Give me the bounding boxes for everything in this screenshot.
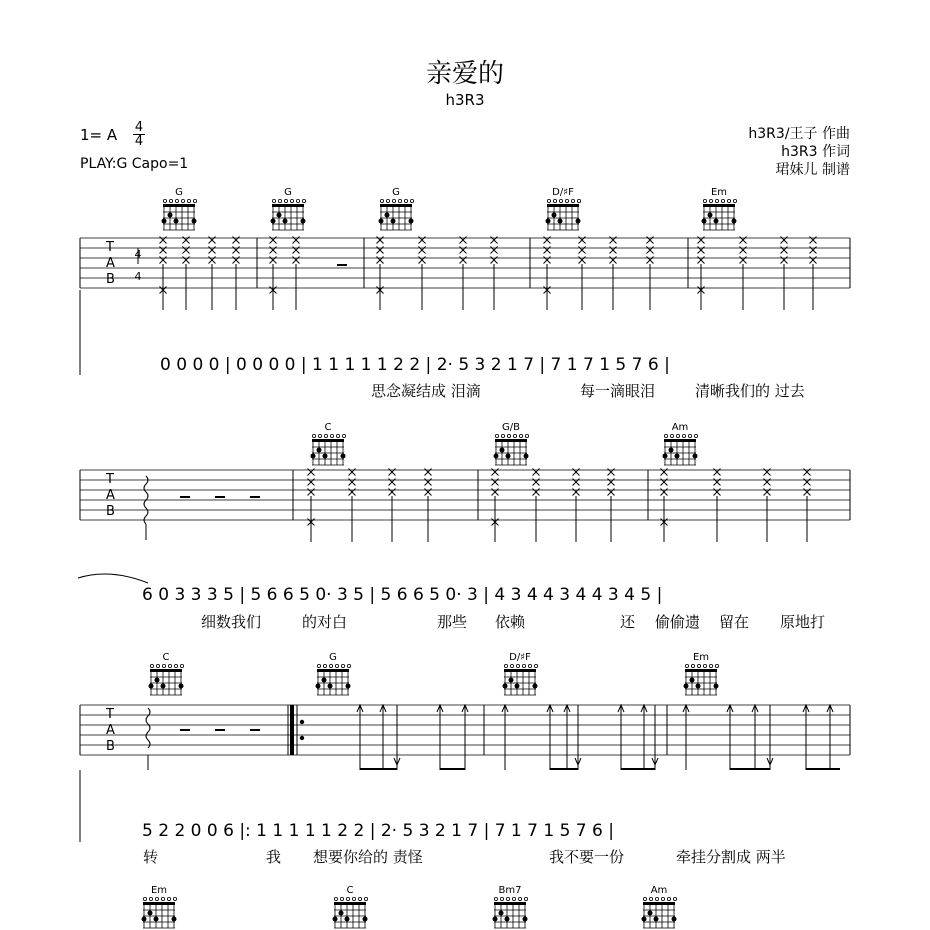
open-string-marker	[330, 434, 333, 437]
finger-dot	[179, 684, 184, 689]
finger-dot	[642, 917, 647, 922]
lyric-line: 的对白	[302, 613, 348, 631]
chord-name: C	[324, 422, 332, 433]
chord-name: G/B	[502, 422, 520, 433]
tab-clef-letter: A	[106, 723, 115, 738]
finger-dot	[696, 684, 701, 689]
finger-dot	[391, 219, 396, 224]
open-string-marker	[149, 897, 152, 900]
finger-dot	[663, 454, 668, 459]
finger-dot	[693, 454, 698, 459]
chord-nut	[703, 204, 735, 207]
open-string-marker	[727, 199, 730, 202]
open-string-marker	[715, 199, 718, 202]
chord-nut	[504, 669, 536, 672]
chord-nut	[150, 669, 182, 672]
open-string-marker	[346, 897, 349, 900]
repeat-dot	[300, 720, 304, 724]
lyric-line: 牵挂分割成 两半	[676, 848, 786, 866]
open-string-marker	[272, 199, 275, 202]
open-string-marker	[302, 199, 305, 202]
open-string-marker	[697, 664, 700, 667]
finger-dot	[558, 219, 563, 224]
finger-dot	[654, 917, 659, 922]
open-string-marker	[510, 664, 513, 667]
lyric-line: 留在	[719, 613, 750, 631]
finger-dot	[283, 219, 288, 224]
open-string-marker	[553, 199, 556, 202]
chord-nut	[272, 204, 304, 207]
beam	[550, 768, 578, 770]
chord-diagram	[642, 885, 677, 928]
tab-clef-letter: T	[106, 707, 114, 722]
chord-nut	[547, 204, 579, 207]
lyric-line: 细数我们	[201, 613, 262, 631]
chord-diagram	[316, 652, 351, 695]
open-string-marker	[187, 199, 190, 202]
chord-name: Am	[671, 422, 689, 433]
open-string-marker	[649, 897, 652, 900]
open-string-marker	[565, 199, 568, 202]
open-string-marker	[664, 434, 667, 437]
open-string-marker	[685, 664, 688, 667]
finger-dot	[328, 684, 333, 689]
finger-dot	[322, 678, 327, 683]
open-string-marker	[167, 897, 170, 900]
finger-dot	[546, 219, 551, 224]
finger-dot	[708, 213, 713, 218]
chord-nut	[143, 902, 175, 905]
beam	[440, 768, 465, 770]
open-string-marker	[392, 199, 395, 202]
open-string-marker	[500, 897, 503, 900]
finger-dot	[672, 917, 677, 922]
chord-name: G	[175, 187, 183, 198]
lyric-line: 转	[143, 848, 159, 866]
chord-diagram	[379, 187, 414, 230]
open-string-marker	[398, 199, 401, 202]
open-string-marker	[547, 199, 550, 202]
chord-diagram	[494, 422, 529, 465]
open-string-marker	[347, 664, 350, 667]
finger-dot	[552, 213, 557, 218]
finger-dot	[500, 448, 505, 453]
open-string-marker	[163, 199, 166, 202]
tab-clef-letter: A	[106, 488, 115, 503]
lyric-line: 每一滴眼泪	[580, 382, 656, 400]
open-string-marker	[342, 434, 345, 437]
open-string-marker	[324, 434, 327, 437]
chord-nut	[334, 902, 366, 905]
open-string-marker	[688, 434, 691, 437]
rest	[337, 264, 347, 266]
lyric-line: 还	[620, 613, 636, 631]
finger-dot	[684, 684, 689, 689]
finger-dot	[317, 448, 322, 453]
open-string-marker	[703, 199, 706, 202]
open-string-marker	[312, 434, 315, 437]
beam	[806, 768, 840, 770]
lyric-line: 那些	[437, 613, 468, 631]
rest	[250, 729, 260, 731]
chord-name: G	[329, 652, 337, 663]
open-string-marker	[278, 199, 281, 202]
chord-diagram	[663, 422, 698, 465]
finger-dot	[576, 219, 581, 224]
open-string-marker	[161, 897, 164, 900]
chord-nut	[685, 669, 717, 672]
chord-name: G	[284, 187, 292, 198]
chord-name: Am	[650, 885, 668, 896]
chord-diagram	[149, 652, 184, 695]
time-signature: 4 4	[134, 120, 144, 149]
open-string-marker	[168, 664, 171, 667]
finger-dot	[503, 684, 508, 689]
open-string-marker	[559, 199, 562, 202]
open-string-marker	[380, 199, 383, 202]
chord-nut	[317, 669, 349, 672]
lyric-line: 偷偷遗	[655, 613, 701, 631]
open-string-marker	[673, 897, 676, 900]
tab-clef-letter: T	[106, 472, 114, 487]
finger-dot	[409, 219, 414, 224]
finger-dot	[505, 917, 510, 922]
open-string-marker	[143, 897, 146, 900]
tab-clef-letter: B	[106, 272, 115, 287]
finger-dot	[149, 684, 154, 689]
rest	[180, 496, 190, 498]
chord-diagram	[142, 885, 177, 928]
open-string-marker	[180, 664, 183, 667]
open-string-marker	[386, 199, 389, 202]
finger-dot	[271, 219, 276, 224]
finger-dot	[155, 678, 160, 683]
open-string-marker	[364, 897, 367, 900]
tab-clef-letter: B	[106, 739, 115, 754]
chord-nut	[664, 439, 696, 442]
rasgueado-wave	[146, 708, 150, 748]
chord-nut	[643, 902, 675, 905]
open-string-marker	[522, 664, 525, 667]
beam	[730, 768, 770, 770]
chord-name: Em	[692, 652, 710, 663]
open-string-marker	[733, 199, 736, 202]
open-string-marker	[703, 664, 706, 667]
chord-nut	[495, 439, 527, 442]
finger-dot	[277, 213, 282, 218]
lyric-line: 原地打	[780, 613, 826, 631]
open-string-marker	[404, 199, 407, 202]
finger-dot	[714, 684, 719, 689]
finger-dot	[499, 911, 504, 916]
finger-dot	[515, 684, 520, 689]
finger-dot	[301, 219, 306, 224]
tab-staff	[78, 469, 850, 584]
lyric-line: 依赖	[495, 613, 526, 631]
finger-dot	[385, 213, 390, 218]
open-string-marker	[577, 199, 580, 202]
rest	[215, 729, 225, 731]
open-string-marker	[518, 897, 521, 900]
finger-dot	[702, 219, 707, 224]
open-string-marker	[715, 664, 718, 667]
open-string-marker	[528, 664, 531, 667]
open-string-marker	[524, 897, 527, 900]
open-string-marker	[709, 664, 712, 667]
finger-dot	[316, 684, 321, 689]
finger-dot	[172, 917, 177, 922]
chord-diagram	[684, 652, 719, 695]
finger-dot	[363, 917, 368, 922]
open-string-marker	[181, 199, 184, 202]
lyric-line: 思念凝结成 泪滴	[371, 382, 481, 400]
open-string-marker	[519, 434, 522, 437]
play-capo-label: PLAY:G Capo=1	[80, 156, 189, 172]
open-string-marker	[175, 199, 178, 202]
finger-dot	[346, 684, 351, 689]
finger-dot	[162, 219, 167, 224]
finger-dot	[675, 454, 680, 459]
lyricist-credit: h3R3 作词	[781, 144, 850, 160]
composer-credit: h3R3/王子 作曲	[748, 126, 850, 142]
finger-dot	[732, 219, 737, 224]
tab-clef-letter: A	[106, 256, 115, 271]
open-string-marker	[661, 897, 664, 900]
open-string-marker	[317, 664, 320, 667]
tab-time-bottom: 4	[134, 270, 142, 283]
open-string-marker	[691, 664, 694, 667]
open-string-marker	[155, 897, 158, 900]
beam	[621, 768, 655, 770]
tie-arc	[78, 574, 148, 583]
rest	[250, 496, 260, 498]
finger-dot	[142, 917, 147, 922]
finger-dot	[161, 684, 166, 689]
open-string-marker	[284, 199, 287, 202]
chord-name: Em	[150, 885, 168, 896]
rest	[215, 496, 225, 498]
open-string-marker	[156, 664, 159, 667]
open-string-marker	[341, 664, 344, 667]
open-string-marker	[682, 434, 685, 437]
open-string-marker	[193, 199, 196, 202]
finger-dot	[506, 454, 511, 459]
open-string-marker	[352, 897, 355, 900]
rest	[180, 729, 190, 731]
open-string-marker	[513, 434, 516, 437]
finger-dot	[379, 219, 384, 224]
open-string-marker	[336, 434, 339, 437]
chord-nut	[494, 902, 526, 905]
open-string-marker	[410, 199, 413, 202]
open-string-marker	[173, 897, 176, 900]
song-title: 亲爱的	[425, 59, 504, 89]
chord-name: D/♯F	[552, 187, 574, 198]
chord-name: Bm7	[498, 885, 522, 896]
chord-nut	[380, 204, 412, 207]
open-string-marker	[329, 664, 332, 667]
finger-dot	[333, 917, 338, 922]
lyric-line: 清晰我们的 过去	[695, 382, 805, 400]
repeat-dot	[300, 736, 304, 740]
open-string-marker	[494, 897, 497, 900]
finger-dot	[168, 213, 173, 218]
numbered-notation: 5 2 2 0 0 6 |: 1 1 1 1 1 2 2 | 2· 5 3 2 1 7 | 7 1 7 1 5 7 6 |	[142, 821, 614, 841]
open-string-marker	[501, 434, 504, 437]
open-string-marker	[507, 434, 510, 437]
finger-dot	[714, 219, 719, 224]
finger-dot	[494, 454, 499, 459]
tab-clef-letter: B	[106, 504, 115, 519]
open-string-marker	[340, 897, 343, 900]
open-string-marker	[335, 664, 338, 667]
open-string-marker	[670, 434, 673, 437]
lyric-line: 我不要一份	[549, 848, 625, 866]
open-string-marker	[655, 897, 658, 900]
chord-diagram	[333, 885, 368, 928]
open-string-marker	[318, 434, 321, 437]
finger-dot	[323, 454, 328, 459]
tab-clef-letter: T	[106, 240, 114, 255]
open-string-marker	[504, 664, 507, 667]
chord-diagram	[493, 885, 528, 928]
finger-dot	[174, 219, 179, 224]
open-string-marker	[323, 664, 326, 667]
finger-dot	[345, 917, 350, 922]
finger-dot	[154, 917, 159, 922]
finger-dot	[648, 911, 653, 916]
chord-name: C	[346, 885, 354, 896]
chord-diagram	[546, 187, 581, 230]
chord-nut	[312, 439, 344, 442]
chord-name: G	[392, 187, 400, 198]
open-string-marker	[667, 897, 670, 900]
open-string-marker	[721, 199, 724, 202]
open-string-marker	[676, 434, 679, 437]
chord-diagram	[162, 187, 197, 230]
numbered-notation: 6 0 3 3 3 5 | 5 6 6 5 0· 3 5 | 5 6 6 5 0· 3 | 4 3 4 4 3 4 4 3 4 5 |	[142, 585, 663, 605]
finger-dot	[690, 678, 695, 683]
open-string-marker	[358, 897, 361, 900]
repeat-bar-thick	[290, 705, 294, 755]
open-string-marker	[495, 434, 498, 437]
song-artist: h3R3	[445, 91, 485, 109]
finger-dot	[341, 454, 346, 459]
lyric-line: 我	[266, 848, 282, 866]
open-string-marker	[571, 199, 574, 202]
chord-diagram	[503, 652, 538, 695]
key-label: 1= A	[80, 126, 118, 144]
chord-name: Em	[710, 187, 728, 198]
open-string-marker	[512, 897, 515, 900]
chord-diagram	[702, 187, 737, 230]
lyric-line: 想要你给的 责怪	[313, 848, 423, 866]
open-string-marker	[525, 434, 528, 437]
beam	[360, 768, 397, 770]
open-string-marker	[296, 199, 299, 202]
transcriber-credit: 珺妹儿 制谱	[775, 162, 850, 178]
chord-diagram	[271, 187, 306, 230]
open-string-marker	[150, 664, 153, 667]
open-string-marker	[709, 199, 712, 202]
tab-time-top: 4	[134, 248, 142, 261]
open-string-marker	[290, 199, 293, 202]
finger-dot	[148, 911, 153, 916]
open-string-marker	[162, 664, 165, 667]
open-string-marker	[694, 434, 697, 437]
finger-dot	[192, 219, 197, 224]
open-string-marker	[643, 897, 646, 900]
finger-dot	[339, 911, 344, 916]
chord-nut	[163, 204, 195, 207]
open-string-marker	[534, 664, 537, 667]
open-string-marker	[169, 199, 172, 202]
finger-dot	[493, 917, 498, 922]
chord-diagram	[311, 422, 346, 465]
finger-dot	[523, 917, 528, 922]
finger-dot	[524, 454, 529, 459]
finger-dot	[669, 448, 674, 453]
chord-name: C	[162, 652, 170, 663]
chord-name: D/♯F	[509, 652, 531, 663]
finger-dot	[311, 454, 316, 459]
finger-dot	[509, 678, 514, 683]
finger-dot	[533, 684, 538, 689]
open-string-marker	[516, 664, 519, 667]
open-string-marker	[334, 897, 337, 900]
open-string-marker	[174, 664, 177, 667]
numbered-notation: 0 0 0 0 | 0 0 0 0 | 1 1 1 1 1 2 2 | 2· 5 3 2 1 7 | 7 1 7 1 5 7 6 |	[160, 355, 670, 375]
open-string-marker	[506, 897, 509, 900]
